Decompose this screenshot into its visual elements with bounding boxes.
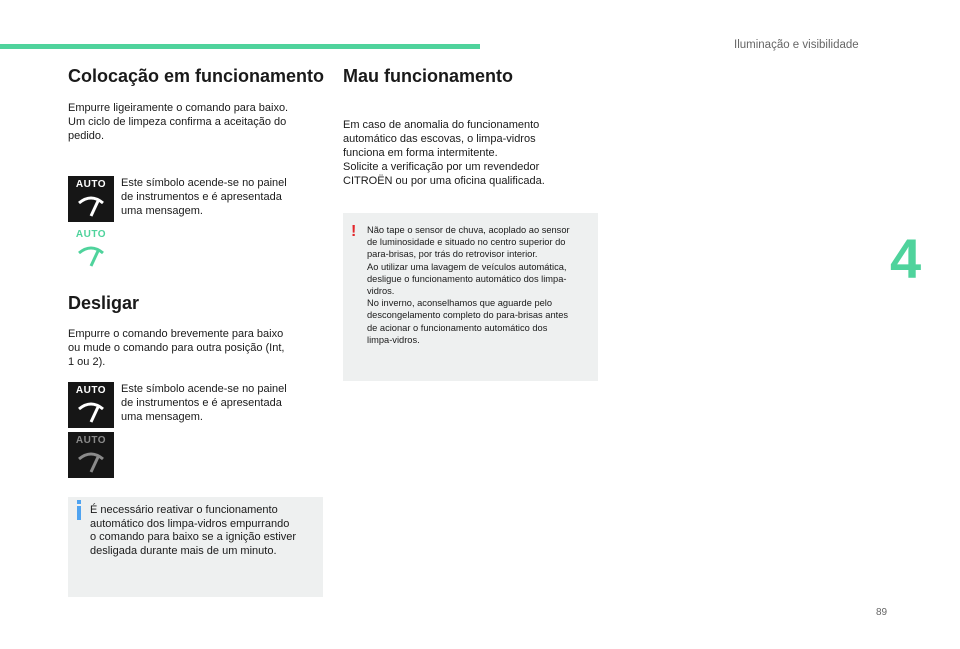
page-number: 89 (876, 607, 888, 618)
wiper-auto-grey-icon (68, 432, 114, 478)
wiper-auto-green-icon (68, 226, 114, 272)
desligar-symbol-text: Este símbolo acende-se no painel de instrumentos e é apresentada uma mensagem. (121, 383, 287, 423)
warning-note (343, 213, 598, 381)
info-icon-bar (77, 506, 81, 520)
heading-mau-funcionamento: Mau funcionamento (343, 66, 513, 86)
warning-note-text: Não tape o sensor de chuva, acoplado ao sensor de luminosidade e situado no centro superior do para-brisas, por trás do retrovisor interior. Ao utilizar uma lavagem de veículos automática, desligue o funcionamento automático dos limpa- vidros. No inverno, aconselhamos que aguarde pelo descongelamento completo do para-brisas antes de acionar o funcionamento automático dos limpa-vidros. (367, 225, 570, 345)
info-note (68, 497, 323, 597)
section-title: Iluminação e visibilidade (734, 39, 859, 51)
heading-desligar: Desligar (68, 293, 140, 313)
wiper-auto-white-icon (68, 382, 114, 428)
header-accent-bar (0, 44, 480, 49)
desligar-text: Empurre o comando brevemente para baixo ou mude o comando para outra posição (Int, 1 ou 2). (68, 328, 285, 368)
icon-label: AUTO (75, 229, 107, 240)
heading-colocacao: Colocação em funcionamento (68, 66, 325, 86)
info-note-text: É necessário reativar o funcionamento automático dos limpa-vidros empurrando o comando para baixo se a ignição estiver desligada durante mais de um minuto. (90, 504, 297, 557)
mau-text: Em caso de anomalia do funcionamento automático das escovas, o limpa-vidros funciona em forma intermitente. Solicite a verificação por um revendedor CITROËN ou por uma oficina qualificada. (343, 119, 545, 187)
info-icon (77, 500, 81, 504)
warning-icon: ! (351, 223, 357, 240)
wiper-auto-white-icon (68, 176, 114, 222)
icon-label: AUTO (75, 385, 107, 396)
colocacao-symbol-text: Este símbolo acende-se no painel de instrumentos e é apresentada uma mensagem. (121, 177, 287, 217)
icon-label: AUTO (75, 435, 107, 446)
chapter-number: 4 (890, 227, 922, 290)
icon-label: AUTO (75, 179, 107, 190)
colocacao-text: Empurre ligeiramente o comando para baixo. Um ciclo de limpeza confirma a aceitação do pedido. (68, 102, 289, 142)
